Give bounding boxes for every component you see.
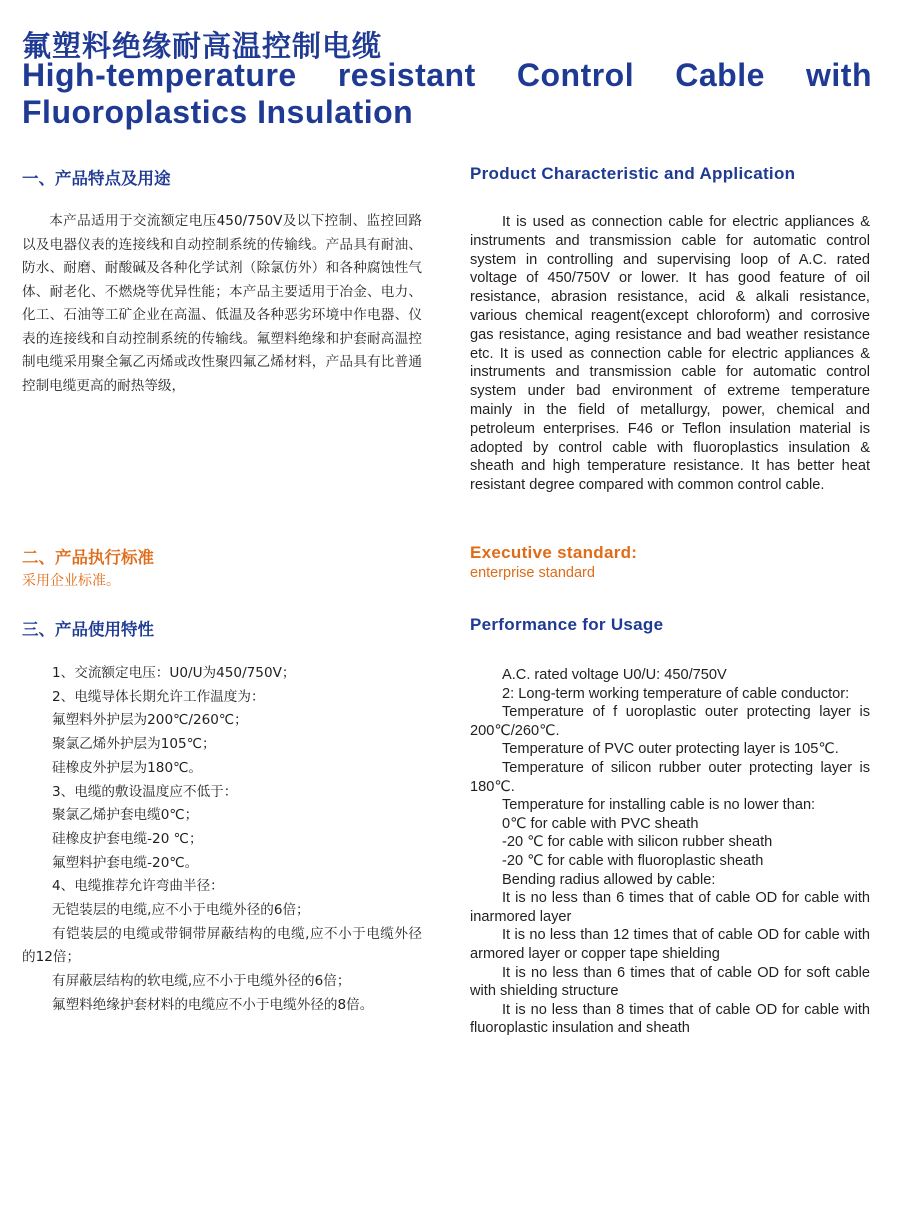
list-item: Temperature of PVC outer protecting layer is 105℃. [502,741,839,758]
list-item: It is no less than 6 times that of cable OD for cable with inarmored layer [470,890,870,925]
section3-list-cn [22,662,422,1018]
page-title-cn: 氟塑料绝缘耐高温控制电缆 [22,29,383,63]
list-item: 硅橡皮护套电缆-20 ℃； [52,830,203,847]
list-item: Temperature of f uoroplastic outer protecting layer is 200℃/260℃. [470,704,870,739]
list-item: It is no less than 12 times that of cable OD for cable with armored layer or copper tape shielding [470,927,870,962]
list-item: -20 ℃ for cable with silicon rubber sheath [502,834,773,851]
list-item: 有屏蔽层结构的软电缆,应不小于电缆外径的6倍； [52,973,351,990]
list-item: Bending radius allowed by cable: [502,871,716,888]
list-item: 1、交流额定电压：U0/U为450/750V； [52,665,296,681]
section3-heading-cn: 三、产品使用特性 [22,620,154,639]
list-item: 有铠装层的电缆或带铜带屏蔽结构的电缆,应不小于电缆外径的12倍； [22,925,422,966]
section2-sub-cn: 采用企业标准。 [22,573,120,589]
section1-heading-cn: 一、产品特点及用途 [22,169,171,188]
section1-en [470,164,870,184]
list-item: -20 ℃ for cable with fluoroplastic sheath [502,852,764,869]
section1-cn [22,165,422,189]
section2-heading-en: Executive standard: [470,543,638,562]
section3-en [470,615,870,635]
section1-heading-en: Product Characteristic and Application [470,164,796,183]
list-item: 2: Long-term working temperature of cable conductor: [502,685,850,702]
section2-heading-cn: 二、产品执行标准 [22,548,154,567]
list-item: 2、电缆导体长期允许工作温度为： [52,688,265,705]
list-item: 氟塑料绝缘护套材料的电缆应不小于电缆外径的8倍。 [52,996,374,1013]
section1-body-cn-wrap [22,210,422,398]
list-item: 聚氯乙烯护套电缆0℃； [52,807,199,824]
list-item: It is no less than 8 times that of cable OD for cable with fluoroplastic insulation and sheath [470,1001,870,1037]
section1-body-en-wrap [470,213,870,495]
page-title-en: High-temperature resistant Control Cable with Fluoroplastics Insulation [22,57,872,130]
list-item: Temperature for installing cable is no lower than: [502,797,816,814]
section1-body-en: It is used as connection cable for electric appliances & instruments and transmission cable for automatic control system in controlling and supervising loop of A.C. rated voltage of 450/750V or lower. It has good feature of oil resistance, abrasion resistance, acid & alkali resistance, various chemical reagent(except chloroform) and corrosive gas resistance, aging resistance and bad weather resistance etc. It is used as connection cable for electric appliances & instruments and transmission cable for automatic control system under bad environment of extreme temperature mainly in the field of metallurgy, power, chemical and petroleum enterprises. F46 or Teflon insulation material is adopted by control cable with fluoroplastics insulation & sheath and high temperature resistance. It has better heat resistant degree compared with common control cable. [470,214,870,494]
section2-sub-en: enterprise standard [470,565,595,581]
section2-en [470,543,870,581]
list-item: It is no less than 6 times that of cable OD for soft cable with shielding structure [470,964,870,1000]
list-item: 氟塑料外护层为200℃/260℃； [52,712,248,729]
section1-body-cn: 本产品适用于交流额定电压450/750V及以下控制、监控回路以及电器仪表的连接线和自动控制系统的传输线。产品具有耐油、防水、耐磨、耐酸碱及各种化学试剂（除氯仿外）和各种腐蚀性气体、耐老化、不燃烧等优异性能；本产品主要适用于冶金、电力、化工、石油等工矿企业在高温、低温及各种恶劣环境中作电器、仪表的连接线和自动控制系统的传输线。氟塑料绝缘和护套耐高温控制电缆采用聚全氟乙丙烯或改性聚四氟乙烯材料，产品具有比普通控制电缆更高的耐热等级， [22,213,422,394]
section3-cn [22,616,422,640]
list-item: 聚氯乙烯外护层为105℃； [52,736,216,753]
section2-cn [22,544,422,590]
section3-list-cn-wrap [22,662,422,1018]
list-item: 3、电缆的敷设温度应不低于： [52,783,238,800]
section3-list-en [470,666,870,1038]
section3-heading-en: Performance for Usage [470,615,664,634]
list-item: 无铠装层的电缆,应不小于电缆外径的6倍； [52,902,310,919]
list-item: 4、电缆推荐允许弯曲半径： [52,878,224,895]
list-item: 0℃ for cable with PVC sheath [502,815,699,832]
list-item: 氟塑料护套电缆-20℃。 [52,854,199,871]
list-item: 硅橡皮外护层为180℃。 [52,759,202,776]
section3-list-en-wrap [470,666,870,1038]
list-item: A.C. rated voltage U0/U: 450/750V [502,667,727,683]
list-item: Temperature of silicon rubber outer protecting layer is 180℃. [470,759,870,795]
